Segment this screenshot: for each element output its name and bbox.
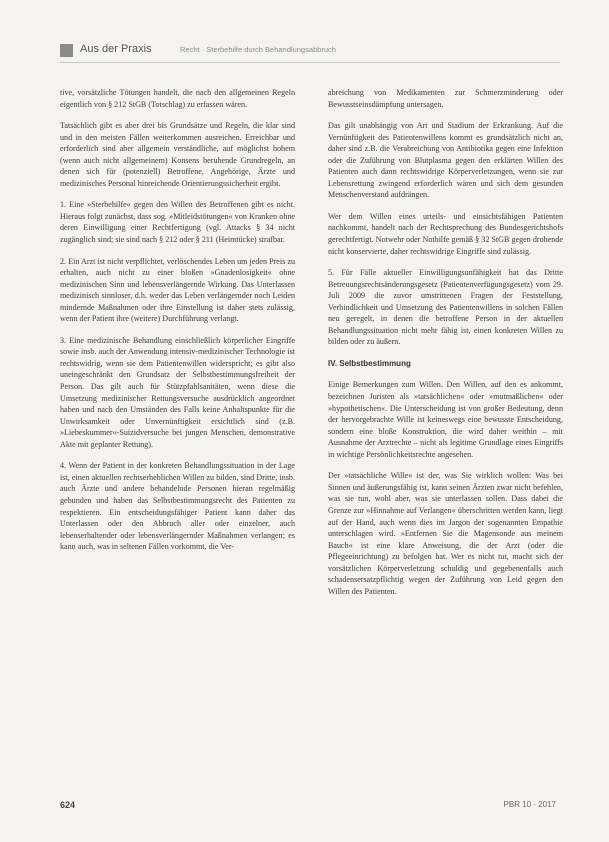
paragraph: Der »tatsächliche Wille« ist der, was Sie wirklich wollen: Was bei Sinnen und äußerungsfähig ist, kann seinen Ärzten zwar nicht befehlen, was sie tun, wohl aber, was sie unterlassen sollen. Dass dabei die Grenze zur »Hinnahme auf Verlangen« überschritten werden kann, liegt auf der Hand, auch wenn dies im Jargon der sogenannten Empathie unterschlagen wird. »Entfernen Sie die Magensonde aus meinem Bauch« ist eine klare Anweisung, die der Arzt (oder die Pflegeeinrichtung) zu befolgen hat. Wer es nicht tut, macht sich der vorsätzlichen Körperverletzung schuldig und gegebenenfalls auch schadensersatzpflichtig wegen der Zuführung von Leid gegen den Willen des Patienten.: [328, 471, 563, 596]
page-footer: [60, 800, 556, 814]
section-subtitle: Recht · Sterbehilfe durch Behandlungsabbruch: [180, 45, 336, 54]
paragraph: 3. Eine medizinische Behandlung einschließlich körperlicher Eingriffe sowie insb. auch der Anwendung intensiv-medizinischer Technologie ist rechtswidrig, wenn sie dem Patientenwillen widerspricht; es gibt also uneingeschränkt den Grundsatz der Selbstbestimmungsfreiheit der Person. Das gilt auch für Stützpfahlsanitäten, wenn diese die Umsetzung medizinischer Rettungsversuche ausdrücklich angeordnet haben und nach den Umständen des Falls keine Anhaltspunkte für die Unwirksamkeit oder Unvernünftigkeit ersichtlich sind (z.B. »Liebeskummer«-Suizidversuche bei jungen Menschen, demonstrative Akte mit geplanter Rettung).: [60, 335, 295, 449]
left-column: [60, 87, 295, 563]
section-title: Aus der Praxis: [80, 43, 152, 55]
section-heading: IV. Selbstbestimmung: [328, 358, 411, 368]
paragraph: 1. Eine »Sterbehilfe« gegen den Willen des Betroffenen gibt es nicht. Hieraus folgt zunächst, dass sog. »Mitleidstötungen« von Kranken ohne deren Einwilligung einer Rechtfertigung (vgl. Attacks § 34 nicht zugänglich sind; sie sind nach § 212 oder § 211 (Heimtücke) strafbar.: [60, 200, 295, 245]
paragraph: tive, vorsätzliche Tötungen handelt, die nach den allgemeinen Regeln eigentlich von § 212 StGB (Totschlag) zu erfassen wären.: [60, 88, 295, 109]
section-marker-square: [60, 44, 73, 57]
paragraph: Einige Bemerkungen zum Willen. Den Willen, auf den es ankommt, bezeichnen Juristen als »tatsächlichen« oder »mutmaßlichen« oder »hypothetischen«. Die Unterscheidung ist von großer Bedeutung, denn der hervorgebrachte Wille ist keineswegs eine bewusste Entscheidung, sondern eine bloße Konstruktion, die wird daher weithin – mit Ausnahme der Arztrechte – nicht als legitime Grundlage eines Eingriffs in wichtige Persönlichkeitsrechte angesehen.: [328, 380, 563, 459]
paragraph: abreichung von Medikamenten zur Schmerzminderung oder Bewusstseinsdämpfung untersagen.: [328, 88, 563, 109]
paragraph: 4. Wenn der Patient in der konkreten Behandlungssituation in der Lage ist, einen aktuellen rechtserheblichen Willen zu bilden, sind Dritte, insb. auch Ärzte und andere behandelnde Personen hieran regelmäßig gebunden und haben das Selbstbestimmungsrecht des Patienten zu respektieren. Ein entscheidungsfähiger Patient kann daher das Unterlassen oder den Abbruch aller oder einzelner, auch lebenserhaltender oder lebensverlängernder Maßnahmen verlangen; es kann auch, was in seltenen Fällen vorkommt, die Ver-: [60, 461, 295, 552]
issue-label: PBR 10 · 2017: [503, 800, 556, 809]
paragraph: 5. Für Fälle aktueller Einwilligungsunfähigkeit hat das Dritte Betreuungsrechtsänderungsgesetz (Patientenverfügungsgesetz) vom 29. Juli 2009 die zuvor umstrittenen Fragen der Feststellung, Verbindlichkeit und Umsetzung des Patientenwillens in solchen Fällen neu geregelt, in denen die betroffene Person in der aktuellen Behandlungssituation nicht mehr fähig ist, einen konkreten Willen zu bilden oder zu äußern.: [328, 268, 563, 347]
paragraph: Wer dem Willen eines urteils- und einsichtsfähigen Patienten nachkommt, handelt nach der Rechtsprechung des Bundesgerichtshofs gerechtfertigt. Notwehr oder Nothilfe gemäß § 32 StGB gegen drohende nicht konservierte, daher rechtswidrige Eingriffe sind zulässig.: [328, 211, 563, 256]
paragraph: Das gilt unabhängig von Art und Stadium der Erkrankung. Auf die Vernünftigkeit des Patientenwillens kommt es grundsätzlich nicht an, daher sind z.B. die Verabreichung von Antibiotika gegen eine Infektion oder die Zuführung von Blutplasma gegen den erklärten Willen des Patienten auch dann rechtswidrige Körperverletzungen, wenn sie zur Lebensrettung zwingend erforderlich wären und sich dem gesunden Menschenverstand aufdrängen.: [328, 121, 563, 200]
right-column: [328, 87, 563, 607]
paragraph: Tatsächlich gibt es aber drei bis Grundsätze und Regeln, die klar sind und in den meisten Fällen weiterkommen ausreichen. Erreichbar und erforderlich sind aber allgemein verständliche, auf möglichst hohem (wenn auch nicht allgemeinem) Konsens beruhende Grundregeln, an denen sich für (potenziell) Betroffene, Angehörige, Ärzte und medizinisches Personal hinreichende Orientierungssicherheit ergibt.: [60, 121, 295, 188]
running-header: [60, 42, 560, 63]
paragraph: 2. Ein Arzt ist nicht verpflichtet, verlöschendes Leben um jeden Preis zu erhalten, auch nicht zu einer bloßen »Gnadenlosigkeit« ohne medizinischen Sinn und lebensverlängernde Wirkung. Das Unterlassen medizinisch sinnloser, d.h. weder das Leben verlängernder noch Leiden mindernde Maßnahmen oder ihre Einstellung ist daher stets zulässig, wenn der Patient ihre (weitere) Durchführung verlangt.: [60, 256, 295, 324]
page-number: 624: [60, 800, 76, 810]
